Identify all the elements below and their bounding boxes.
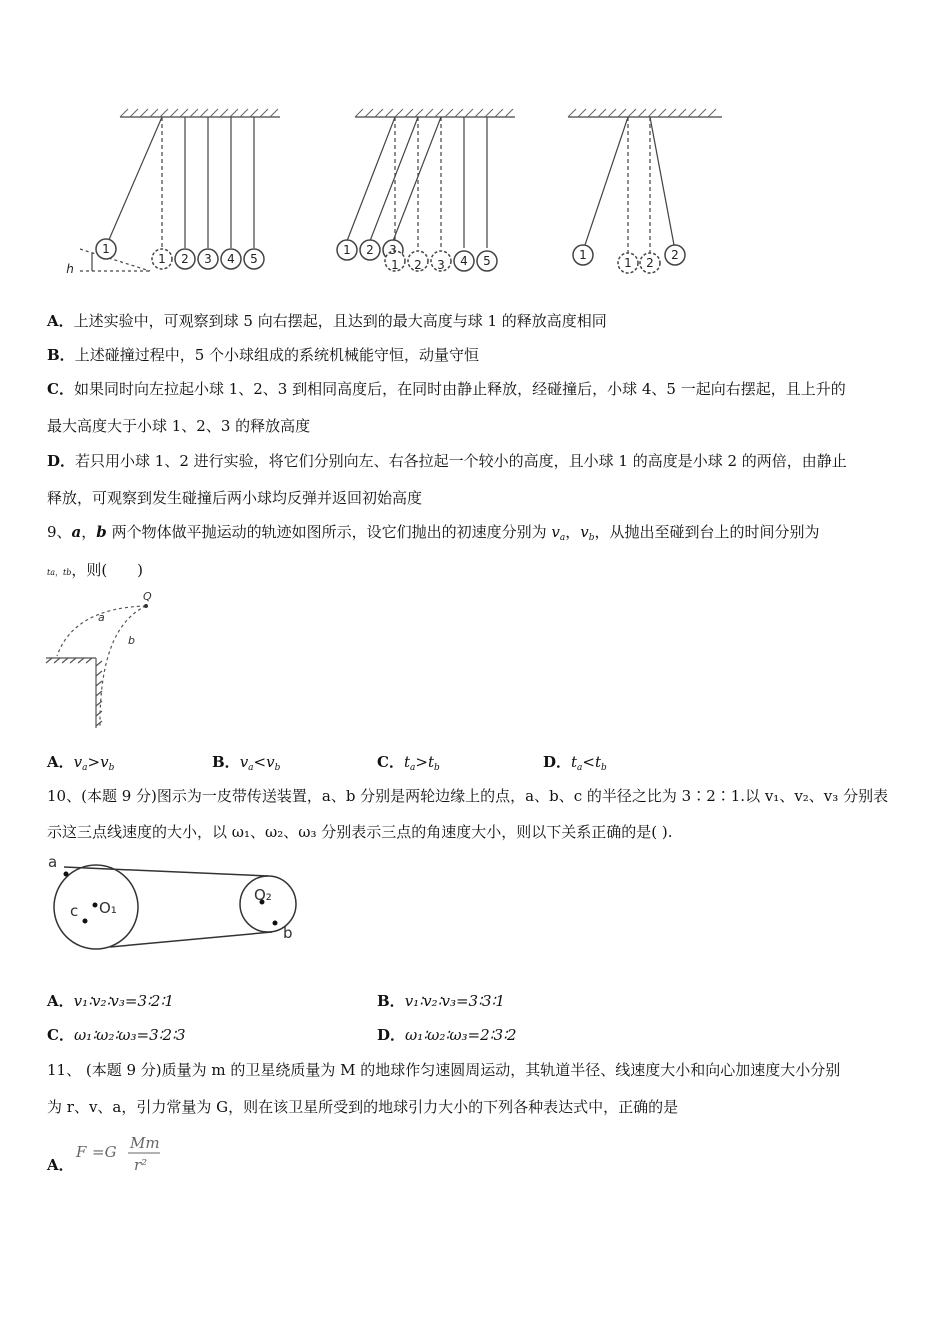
- ball-label: 2: [366, 243, 374, 257]
- ball-label: 1: [158, 252, 166, 266]
- ball-label: 3: [437, 258, 445, 272]
- point-c-label: c: [70, 902, 79, 920]
- ball-label: 5: [483, 254, 491, 268]
- ball-label: 4: [227, 252, 235, 266]
- belt-pulley-figure: [44, 852, 304, 952]
- q10-option-d[interactable]: D．ω₁∶ω₂∶ω₃=2∶3∶2: [377, 1026, 517, 1044]
- trajectory-a-label: a: [98, 611, 105, 624]
- ball-label: 2: [414, 258, 422, 272]
- height-label: h: [66, 262, 74, 276]
- ball-label: 5: [250, 252, 258, 266]
- q8-option-c-text: 如果同时向左拉起小球 1、2、3 到相同高度后，在同时由静止释放，经碰撞后，小球 4、5 一起向右摆起，且上升的: [73, 380, 846, 398]
- ball-label: 3: [389, 243, 397, 257]
- ball-label: 2: [646, 256, 654, 270]
- q10-option-c[interactable]: C．ω₁∶ω₂∶ω₃=3∶2∶3: [47, 1026, 186, 1044]
- q8-option-c-cont: 最大高度大于小球 1、2、3 的释放高度: [47, 417, 311, 435]
- formula-eq: =G: [92, 1143, 117, 1161]
- q11-stem-cont: 为 r、v、a，引力常量为 G，则在该卫星所受到的地球引力大小的下列各种表达式中，正确的是: [47, 1098, 679, 1116]
- ball-label: 2: [181, 252, 189, 266]
- projectile-figure: [44, 588, 174, 738]
- q9-stem-cont: ta，tb，则( ): [47, 561, 144, 579]
- ball-label: 1: [579, 248, 587, 262]
- trajectory-b-label: b: [128, 634, 135, 647]
- ball-label: 1: [391, 258, 399, 272]
- q8-option-b[interactable]: B．上述碰撞过程中，5 个小球组成的系统机械能守恒，动量守恒: [47, 346, 480, 364]
- ball-label: 1: [343, 243, 351, 257]
- newtons-cradle-figure: [50, 105, 770, 285]
- ball-label: 4: [460, 254, 468, 268]
- q8-option-a-text: 上述实验中，可观察到球 5 向右摆起，且达到的最大高度与球 1 的释放高度相同: [73, 312, 607, 330]
- q8-option-a[interactable]: A．上述实验中，可观察到球 5 向右摆起，且达到的最大高度与球 1 的释放高度相同: [47, 312, 607, 330]
- q10-option-a[interactable]: A．v₁∶v₂∶v₃=3∶2∶1: [47, 992, 174, 1010]
- gravity-formula: [74, 1132, 174, 1182]
- q11-option-a[interactable]: [47, 1155, 74, 1175]
- q9-option-b[interactable]: B．$v_a<v_b$: [212, 753, 281, 773]
- q8-option-d-text: 若只用小球 1、2 进行实验，将它们分别向左、右各拉起一个较小的高度，且小球 1 的高度是小球 2 的两倍，由静止: [75, 452, 847, 470]
- q9-option-c[interactable]: C．$t_a>t_b$: [377, 753, 440, 773]
- q8-option-c[interactable]: C．如果同时向左拉起小球 1、2、3 到相同高度后，在同时由静止释放，经碰撞后，小球 4、5 一起向右摆起，且上升的: [47, 380, 846, 398]
- q11-stem: 11、 (本题 9 分)质量为 m 的卫星绕质量为 M 的地球作匀速圆周运动，其轨道半径、线速度大小和向心加速度大小分别: [47, 1061, 841, 1079]
- point-o2-label: O₂: [254, 886, 272, 904]
- point-q-label: Q: [143, 590, 152, 603]
- formula-f: F: [76, 1143, 87, 1161]
- q9-option-a[interactable]: A．$v_a>v_b$: [47, 753, 115, 773]
- point-b-label: b: [283, 924, 293, 942]
- q11-option-a-letter: A．: [47, 1156, 74, 1174]
- q10-option-b[interactable]: B．v₁∶v₂∶v₃=3∶3∶1: [377, 992, 505, 1010]
- q10-stem-cont: 示这三点线速度的大小，以 ω₁、ω₂、ω₃ 分别表示三点的角速度大小，则以下关系正确的是( ).: [47, 823, 673, 841]
- ball-label: 3: [204, 252, 212, 266]
- q8-option-b-text: 上述碰撞过程中，5 个小球组成的系统机械能守恒，动量守恒: [74, 346, 480, 364]
- q8-option-d[interactable]: D．若只用小球 1、2 进行实验，将它们分别向左、右各拉起一个较小的高度，且小球 1 的高度是小球 2 的两倍，由静止: [47, 452, 847, 470]
- point-o1-label: O₁: [99, 899, 117, 917]
- ball-label: 1: [624, 256, 632, 270]
- q10-stem: 10、(本题 9 分)图示为一皮带传送装置，a、b 分别是两轮边缘上的点，a、b、c 的半径之比为 3∶2∶1.以 v₁、v₂、v₃ 分别表: [47, 787, 889, 805]
- formula-numerator: Mm: [130, 1134, 160, 1152]
- q9-option-d[interactable]: D．$t_a<t_b$: [543, 753, 607, 773]
- ball-label: 2: [671, 248, 679, 262]
- formula-denominator: r²: [134, 1156, 148, 1174]
- q9-stem: 9、a，b 两个物体做平抛运动的轨迹如图所示，设它们抛出的初速度分别为 $v_a$，$v_b$，从抛出至碰到台上的时间分别为: [47, 523, 820, 543]
- ball-label: 1: [102, 242, 110, 256]
- point-a-label: a: [48, 853, 58, 871]
- q8-option-d-cont: 释放，可观察到发生碰撞后两小球均反弹并返回初始高度: [47, 489, 423, 507]
